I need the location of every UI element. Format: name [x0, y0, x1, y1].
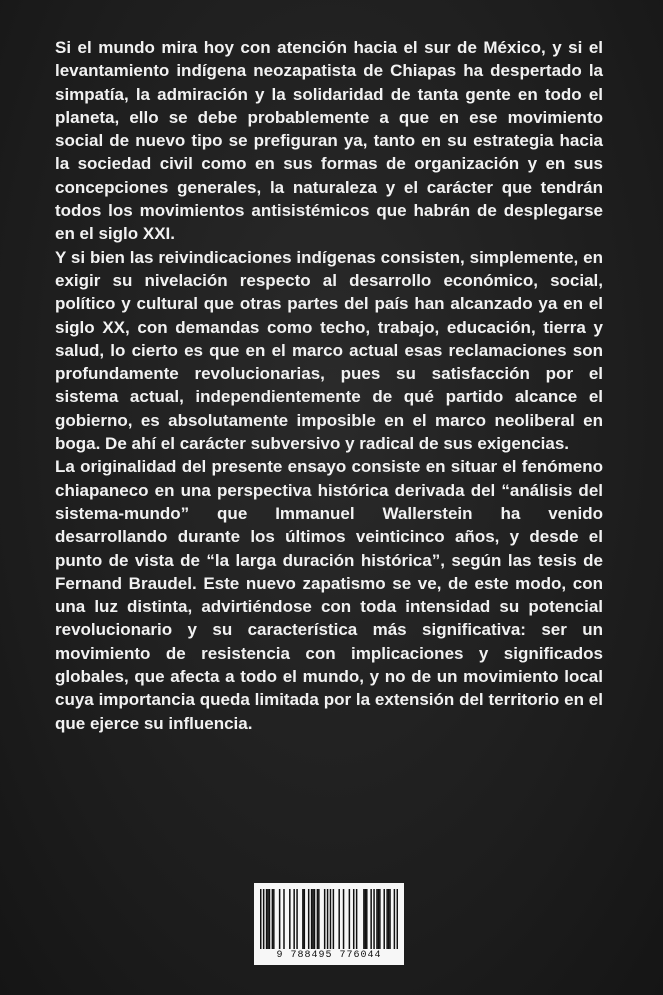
barcode-bar	[308, 889, 310, 949]
barcode-bar	[279, 889, 281, 949]
barcode-bar	[378, 889, 380, 949]
barcode-bar	[386, 889, 388, 949]
barcode-bars	[260, 889, 398, 949]
barcode-bar	[318, 889, 320, 949]
barcode-bar	[266, 889, 268, 949]
blurb-paragraph-2: Y si bien las reivindicaciones indígenas consisten, simplemente, en exigir su nivelación respecto al desarrollo económico, social, político y cultural que otras partes del país han alcanzado ya en el siglo XX, con demandas como techo, trabajo, educación, tierra y salud, lo cierto es que en el marco actual esas reclamaciones son profundamente revolucionarias, pues su satisfacción por el sistema actual, independientemente de qué partido alcance el gobierno, es absolutamente imposible en el marco neoliberal en boga. De ahí el carácter subversivo y radical de sus exigencias.	[55, 247, 603, 454]
barcode-bar	[363, 889, 365, 949]
barcode-bar	[365, 889, 367, 949]
back-cover-blurb	[55, 36, 603, 735]
barcode-bar	[366, 889, 368, 949]
barcode-bar	[383, 889, 385, 949]
barcode-bar	[373, 889, 375, 949]
barcode-bar	[267, 889, 269, 949]
barcode-bar	[349, 889, 351, 949]
barcode-bar	[389, 889, 391, 949]
barcode-bar	[394, 889, 396, 949]
barcode-bar	[333, 889, 335, 949]
barcode-bar	[293, 889, 295, 949]
blurb-paragraph-3: La originalidad del presente ensayo consiste en situar el fenómeno chiapaneco en una perspectiva histórica derivada del “análisis del sistema-mundo” que Immanuel Wallerstein ha venido desarrollando durante los últimos veinticinco años, y desde el punto de vista de “la larga duración histórica”, según las tesis de Fernand Braudel. Este nuevo zapatismo se ve, de este modo, con una luz distinta, advirtiéndose con toda intensidad su potencial revolucionario y su característica más significativa: ser un movimiento de resistencia con implicaciones y significados globales, que afecta a todo el mundo, y no de un movimiento local cuya importancia queda limitada por la extensión del territorio en el que ejerce su influencia.	[55, 457, 603, 733]
barcode-digits: 9 788495 776044	[276, 950, 382, 961]
barcode-bar	[327, 889, 329, 949]
barcode-bar	[283, 889, 285, 949]
barcode-bar	[263, 889, 265, 949]
barcode-bar	[302, 889, 304, 949]
blurb-paragraph-1: Si el mundo mira hoy con atención hacia el sur de México, y si el levantamiento indígena neozapatista de Chiapas ha despertado la simpatía, la admiración y la solidaridad de tanta gente en todo el planeta, ello se debe probablemente a que en ese movimiento social de nuevo tipo se prefiguran ya, tanto en su estrategia hacia la sociedad civil como en sus formas de organización y en sus concepciones generales, la naturaleza y el carácter que tendrán todos los movimientos antisistémicos que habrán de desplegarse en el siglo XXI.	[55, 38, 603, 244]
barcode-bar	[289, 889, 291, 949]
barcode-bar	[343, 889, 345, 949]
isbn-barcode	[254, 883, 404, 965]
barcode-bar	[338, 889, 340, 949]
barcode-bar	[376, 889, 378, 949]
barcode-bar	[379, 889, 381, 949]
barcode-bar	[304, 889, 306, 949]
barcode-bar	[370, 889, 372, 949]
barcode-bar	[388, 889, 390, 949]
barcode-bar	[312, 889, 314, 949]
barcode-bar	[324, 889, 326, 949]
barcode-bar	[356, 889, 358, 949]
barcode-bar	[260, 889, 262, 949]
barcode-bar	[296, 889, 298, 949]
barcode-bar	[397, 889, 398, 949]
barcode-bar	[317, 889, 319, 949]
barcode-bar	[311, 889, 313, 949]
barcode-bar	[330, 889, 332, 949]
barcode-bar	[269, 889, 271, 949]
barcode-bar	[353, 889, 355, 949]
barcode-bar	[314, 889, 316, 949]
barcode-bar	[272, 889, 274, 949]
barcode-bar	[273, 889, 275, 949]
